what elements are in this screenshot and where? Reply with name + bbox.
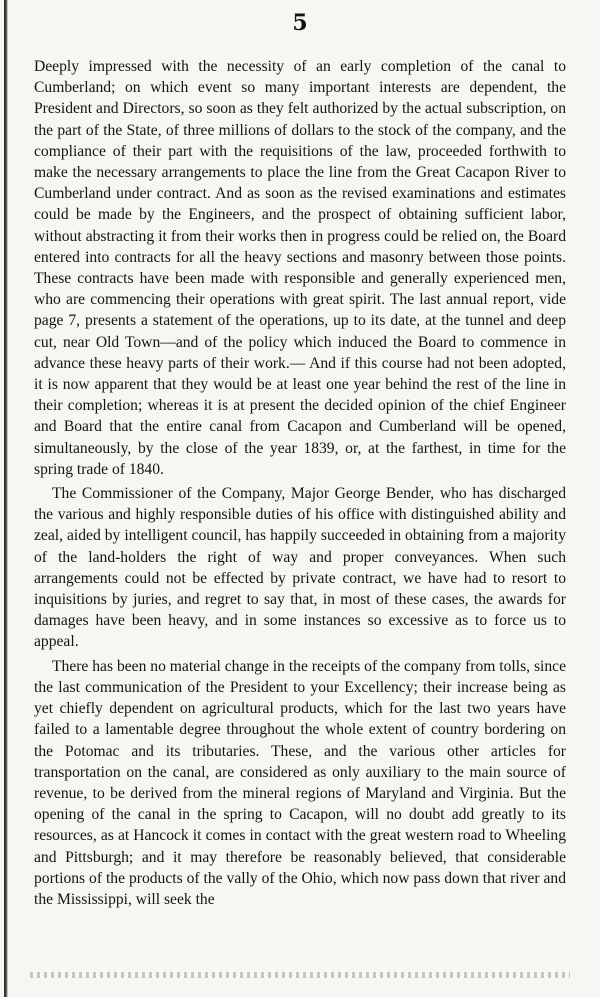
paragraph-canal-completion: Deeply impressed with the necessity of an early completion of the canal to Cumberland; on which event so many important interests are dependent, the President and Directors, so soon as they felt authorized by the actual subscription, on the part of the State, of three millions of dollars to the stock of the company, and the compliance of their part with the requisitions of the law, proceeded forthwith to make the necessary arrangements to place the line from the Great Cacapon River to Cumberland under contract. And as soon as the revised examinations and estimates could be made by the Engineers, and the prospect of obtaining sufficient labor, without abstracting it from their works then in progress could be relied on, the Board entered into contracts for all the heavy sections and masonry between those points. These contracts have been made with responsible and generally experienced men, who are commencing their operations with great spirit. The last annual report, vide page 7, presents a statement of the operations, up to its date, at the tunnel and deep cut, near Old Town—and of the policy which induced the Board to commence in advance these heavy parts of their work.— And if this course had not been adopted, it is now apparent that they would be at least one year behind the rest of the line in their completion; whereas it is at present the decided opinion of the chief Engineer and Board that the entire canal from Cacapon and Cumberland will be opened, simultaneously, by the close of the year 1839, or, at the farthest, in time for the spring trade of 1840. (34, 58, 566, 478)
page-number: 5 (292, 10, 308, 36)
binding-edge (4, 0, 8, 997)
print-smudge (30, 972, 570, 978)
body-text (34, 56, 566, 913)
paragraph-commissioner: The Commissioner of the Company, Major George Bender, who has discharged the various and highly responsible duties of his office with distinguished ability and zeal, aided by intelligent council, has happily succeeded in obtaining from a majority of the land-holders the right of way and proper conveyances. When such arrangements could not be effected by private contract, we have had to resort to inquisitions by juries, and regret to say that, in most of these cases, the awards for damages have been heavy, and in some instances so excessive as to force us to appeal. (34, 485, 566, 651)
paragraph-tolls-revenue: There has been no material change in the receipts of the company from tolls, since the last communication of the President to your Excellency; their increase being as yet chiefly dependent on agricultural products, which for the last two years have failed to a lamentable degree throughout the whole extent of country bordering on the Potomac and its tributaries. These, and the various other articles for transportation on the canal, are considered as only auxiliary to the main source of revenue, to be derived from the mineral regions of Maryland and Virginia. But the opening of the canal in the spring to Cacapon, will no doubt add greatly to its resources, as at Hancock it comes in contact with the great western road to Wheeling and Pittsburgh; and it may therefore be reasonably believed, that considerable portions of the products of the vally of the Ohio, which now pass down that river and the Mississippi, will seek the (34, 657, 566, 908)
